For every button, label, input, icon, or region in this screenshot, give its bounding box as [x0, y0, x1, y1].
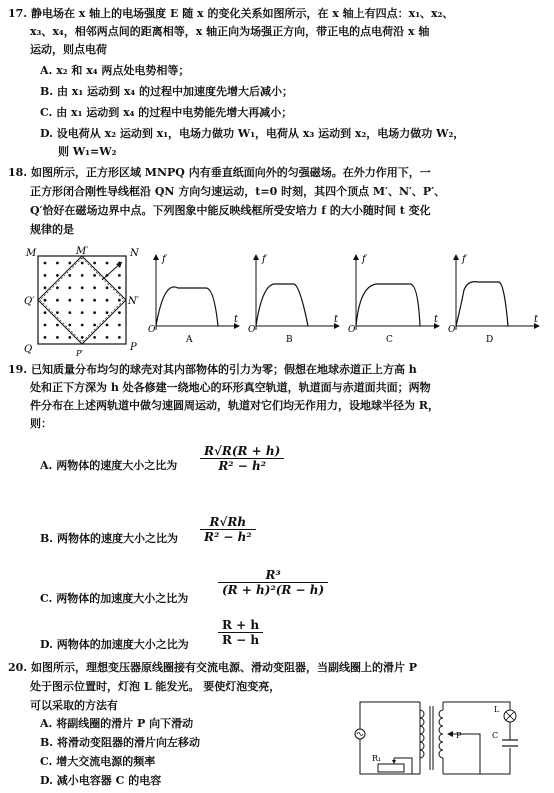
axis-f-label: f: [262, 254, 266, 265]
secondary-coil-icon: [439, 710, 443, 758]
origin-label: O: [248, 325, 256, 335]
q18-field-diagram: [18, 246, 148, 358]
field-dot: [68, 262, 71, 265]
q17-option-d-line1: D. 设电荷从 x₂ 运动到 x₁，电场力做功 W₁，电荷从 x₃ 运动到 x₂，电场力做功 W₂，: [40, 127, 465, 140]
field-dot: [81, 324, 84, 327]
field-dot: [68, 336, 71, 339]
q18-graphs: [148, 250, 548, 354]
q19-option-b: [40, 531, 178, 546]
field-dot: [68, 286, 71, 289]
field-dot: [118, 299, 121, 302]
field-dot: [106, 311, 109, 314]
q19-c-numerator: R³: [218, 568, 328, 583]
field-dot: [44, 299, 47, 302]
q19-option-a-label: A. 两物体的速度大小之比为: [40, 459, 178, 472]
q17-option-c: C. 由 x₁ 运动到 x₄ 的过程中电势能先增大再减小；: [40, 106, 293, 119]
field-dot: [118, 311, 121, 314]
field-dot: [68, 311, 71, 314]
rheostat-icon: [378, 764, 404, 772]
axis-f-label: f: [362, 254, 366, 265]
q19-option-d: [40, 637, 189, 652]
q19-c-denominator: (R + h)²(R − h): [222, 583, 325, 597]
origin-label: O: [148, 325, 156, 335]
label-c: C: [492, 731, 499, 740]
field-dot: [118, 274, 121, 277]
q18-stem-line4: 规律的是: [30, 223, 74, 236]
field-dot: [56, 274, 59, 277]
q17-option-a: A. x₂ 和 x₄ 两点处电势相等；: [40, 64, 190, 77]
q20-option-c: C. 增大交流电源的频率: [40, 755, 156, 768]
origin-label: O: [448, 325, 456, 335]
q17-stem-line2: x₃、x₄，相邻两点间的距离相等，x 轴正向为场强正方向，带正电的点电荷沿 x 轴: [30, 25, 430, 38]
label-m-prime: M′: [76, 246, 89, 257]
field-dot: [93, 299, 96, 302]
slider-p-icon: [447, 731, 453, 737]
field-dot: [106, 299, 109, 302]
label-p: P: [130, 342, 137, 353]
field-dot: [44, 274, 47, 277]
graph-letter: D: [486, 335, 494, 345]
field-dot: [44, 324, 47, 327]
field-dot: [44, 262, 47, 265]
field-dot: [68, 274, 71, 277]
label-p-prime: P′: [76, 349, 84, 358]
q19-option-b-fraction: [200, 515, 256, 544]
label-n-prime: N′: [128, 296, 140, 307]
q19-d-denominator: R − h: [222, 633, 260, 647]
field-dot: [56, 262, 59, 265]
q17-stem-line3: 运动，则点电荷: [30, 43, 107, 56]
label-p-slider: P: [456, 731, 462, 740]
q18-stem-line1: 18. 如图所示，正方形区域 MNPQ 内有垂直纸面向外的匀强磁场。在外力作用下，一: [8, 166, 431, 179]
curve-b: [256, 284, 308, 326]
q19-stem-line4: 则：: [30, 417, 52, 430]
q19-stem-line3: 件分布在上述两轨道中做匀速圆周运动，轨道对它们均无作用力，设地球半径为 R，: [30, 399, 439, 412]
axis-t-label: t: [334, 314, 339, 325]
label-l: L: [494, 705, 500, 714]
graph-b: [248, 254, 340, 345]
graph-c: [348, 254, 440, 345]
field-dot: [44, 286, 47, 289]
q20-option-a: A. 将副线圈的滑片 P 向下滑动: [40, 717, 194, 730]
field-dot: [68, 324, 71, 327]
q18-stem-line2: 正方形闭合刚性导线框沿 QN 方向匀速运动，t=0 时刻，其四个顶点 M′、N′、P′、: [30, 185, 446, 198]
field-dot: [81, 311, 84, 314]
q19-d-numerator: R + h: [218, 618, 263, 633]
origin-label: O: [348, 325, 356, 335]
field-dot: [56, 324, 59, 327]
curve-a: [156, 287, 218, 326]
q19-option-a-fraction: [200, 444, 284, 473]
label-m: M: [26, 248, 37, 259]
label-r1: R₁: [372, 754, 382, 763]
field-dot: [81, 286, 84, 289]
axis-f-label: f: [162, 254, 166, 265]
q19-option-c: [40, 591, 188, 606]
field-dot: [93, 311, 96, 314]
field-dot: [56, 336, 59, 339]
q17-stem-line1: 17. 静电场在 x 轴上的电场强度 E 随 x 的变化关系如图所示，在 x 轴上有四点：x₁、x₂、: [8, 7, 454, 20]
field-dot: [81, 336, 84, 339]
q19-option-c-fraction: [218, 568, 328, 597]
label-n: N: [130, 248, 139, 259]
field-dot: [44, 311, 47, 314]
field-dot: [68, 299, 71, 302]
label-q: Q: [24, 344, 33, 355]
q20-transformer-circuit: [350, 688, 530, 788]
q19-stem-line2: 处和正下方深为 h 处各修建一绕地心的环形真空轨道，轨道面与赤道面共面；两物: [30, 381, 431, 394]
q19-option-d-label: D. 两物体的加速度大小之比为: [40, 638, 189, 651]
field-dot: [56, 311, 59, 314]
q19-a-numerator: R√R(R + h): [200, 444, 284, 459]
q19-option-a: [40, 458, 177, 473]
field-dot: [93, 336, 96, 339]
field-dot: [106, 262, 109, 265]
field-dot: [106, 286, 109, 289]
axis-t-label: t: [434, 314, 439, 325]
q17-option-b: B. 由 x₁ 运动到 x₄ 的过程中加速度先增大后减小；: [40, 85, 294, 98]
field-dot: [118, 286, 121, 289]
q19-stem-line1: 19. 已知质量分布均匀的球壳对其内部物体的引力为零；假想在地球赤道正上方高 h: [8, 363, 417, 376]
graph-letter: B: [286, 335, 293, 345]
field-dot: [106, 324, 109, 327]
field-dot: [81, 274, 84, 277]
field-dot: [81, 262, 84, 265]
field-dot: [93, 286, 96, 289]
field-dot: [56, 299, 59, 302]
field-dot: [56, 286, 59, 289]
graph-a: [148, 254, 240, 345]
field-dot: [93, 324, 96, 327]
primary-coil-icon: [420, 710, 424, 758]
field-dot: [118, 336, 121, 339]
curve-d: [456, 282, 508, 326]
field-dot: [81, 299, 84, 302]
q20-stem-line2: 处于图示位置时，灯泡 L 能发光。 要使灯泡变亮，: [30, 680, 281, 693]
q17-option-d-line2: 则 W₁=W₂: [58, 145, 117, 158]
q19-option-c-label: C. 两物体的加速度大小之比为: [40, 592, 189, 605]
q18-stem-line3: Q′恰好在磁场边界中点。下列图象中能反映线框所受安培力 f 的大小随时间 t 变化: [30, 204, 431, 217]
q19-option-d-fraction: [218, 618, 263, 647]
q20-stem-line1: 20. 如图所示，理想变压器原线圈接有交流电源、滑动变阻器，当副线圈上的滑片 P: [8, 661, 418, 674]
field-dot: [106, 336, 109, 339]
field-dot: [44, 336, 47, 339]
label-q-prime: Q′: [24, 296, 35, 307]
axis-t-label: t: [534, 314, 539, 325]
q20-stem-line3: 可以采取的方法有: [30, 699, 118, 712]
curve-c: [356, 284, 420, 326]
field-dot: [93, 274, 96, 277]
graph-letter: C: [386, 335, 393, 345]
axis-t-label: t: [234, 314, 239, 325]
q19-b-denominator: R² − h²: [204, 530, 252, 544]
q20-option-b: B. 将滑动变阻器的滑片向左移动: [40, 736, 200, 749]
graph-d: [448, 254, 540, 345]
q19-option-b-label: B. 两物体的速度大小之比为: [40, 532, 178, 545]
q20-option-d: D. 减小电容器 C 的电容: [40, 774, 162, 787]
axis-f-label: f: [462, 254, 466, 265]
q19-a-denominator: R² − h²: [218, 459, 266, 473]
q19-b-numerator: R√Rh: [200, 515, 256, 530]
graph-letter: A: [186, 335, 193, 345]
field-dot: [118, 324, 121, 327]
field-dot: [93, 262, 96, 265]
